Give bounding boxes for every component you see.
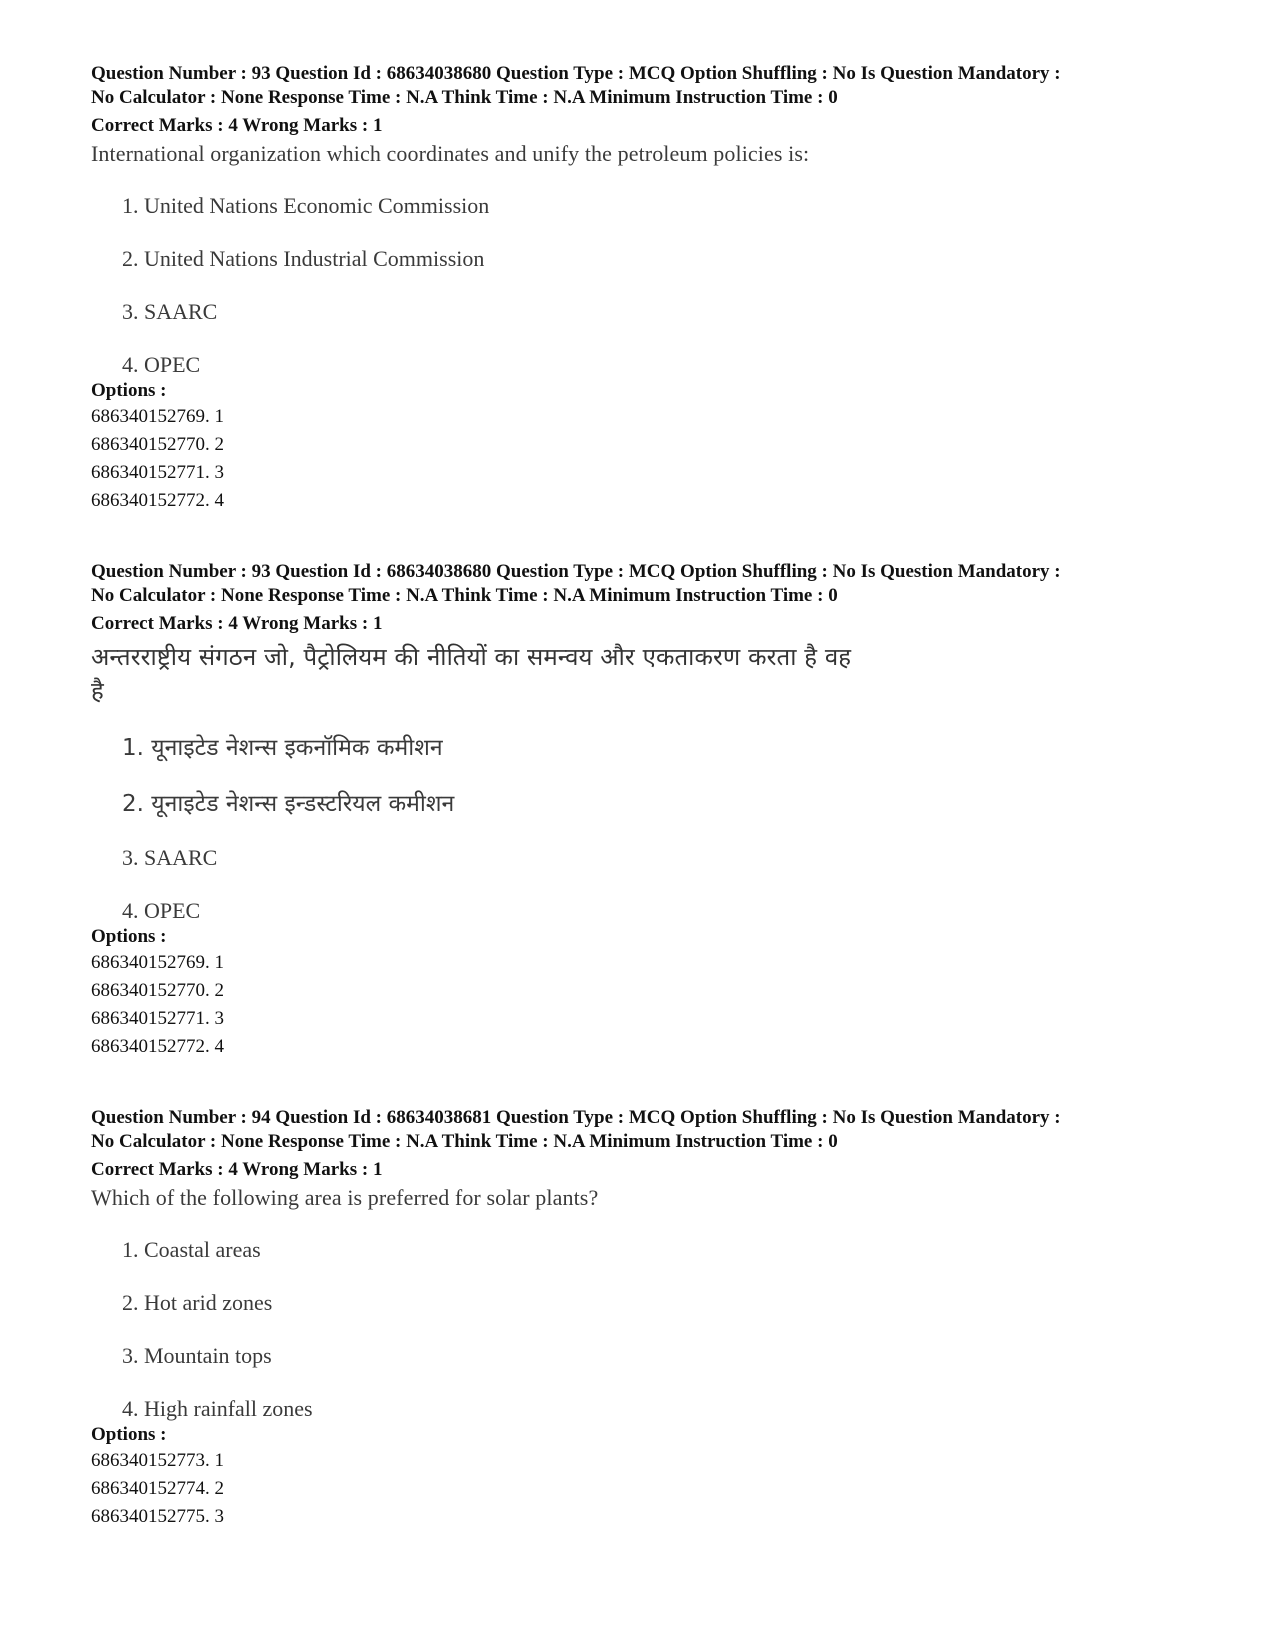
option-id-row: 686340152769. 1 [91, 952, 224, 973]
answer-choice: 3. SAARC [122, 299, 218, 324]
option-id-row: 686340152770. 2 [91, 434, 224, 455]
question-marks: Correct Marks : 4 Wrong Marks : 1 [91, 1159, 383, 1180]
answer-choice: 4. High rainfall zones [122, 1396, 313, 1421]
answer-choice: 4. OPEC [122, 898, 201, 923]
question-meta-line-2: No Calculator : None Response Time : N.A Think Time : N.A Minimum Instruction Time : 0 [91, 585, 838, 606]
option-id-row: 686340152770. 2 [91, 980, 224, 1001]
answer-choice: 3. SAARC [122, 845, 218, 870]
question-text: अन्तरराष्ट्रीय संगठन जो, पैट्रोलियम की नीतियों का समन्वय और एकताकरण करता है वह है [91, 643, 852, 705]
answer-choice: 2. United Nations Industrial Commission [122, 246, 485, 271]
answer-choice: 1. United Nations Economic Commission [122, 193, 490, 218]
option-id-row: 686340152772. 4 [91, 1036, 224, 1057]
question-meta-line-2: No Calculator : None Response Time : N.A Think Time : N.A Minimum Instruction Time : 0 [91, 87, 838, 108]
answer-choice: 3. Mountain tops [122, 1343, 272, 1368]
answer-choice: 2. Hot arid zones [122, 1290, 273, 1315]
question-meta-line-1: Question Number : 94 Question Id : 68634038681 Question Type : MCQ Option Shuffling : No Is Question Mandatory : [91, 1107, 1061, 1128]
question-meta-line-2: No Calculator : None Response Time : N.A Think Time : N.A Minimum Instruction Time : 0 [91, 1131, 838, 1152]
answer-choices [91, 732, 1241, 925]
option-id-row: 686340152769. 1 [91, 406, 224, 427]
option-id-row: 686340152771. 3 [91, 462, 224, 483]
option-id-row: 686340152774. 2 [91, 1478, 224, 1499]
question-block-94-english [91, 1106, 1241, 1531]
question-block-93-hindi [91, 560, 1241, 1061]
answer-choices [91, 1236, 1241, 1423]
answer-choice: 2. यूनाइटेड नेशन्स इन्डस्टरियल कमीशन [122, 791, 455, 817]
question-text: Which of the following area is preferred for solar plants? [91, 1185, 599, 1210]
option-id-row: 686340152771. 3 [91, 1008, 224, 1029]
block-spacer [91, 515, 1241, 560]
answer-choice: 1. Coastal areas [122, 1237, 261, 1262]
document-page [91, 62, 1241, 1531]
answer-choices [91, 192, 1241, 379]
option-id-row: 686340152775. 3 [91, 1506, 224, 1527]
options-label: Options : [91, 926, 167, 947]
block-spacer [91, 1061, 1241, 1106]
options-label: Options : [91, 1424, 167, 1445]
question-marks: Correct Marks : 4 Wrong Marks : 1 [91, 613, 383, 634]
answer-choice: 4. OPEC [122, 352, 201, 377]
question-block-93-english [91, 62, 1241, 515]
option-id-row: 686340152772. 4 [91, 490, 224, 511]
answer-choice: 1. यूनाइटेड नेशन्स इकनॉमिक कमीशन [122, 735, 443, 761]
question-meta-line-1: Question Number : 93 Question Id : 68634038680 Question Type : MCQ Option Shuffling : No Is Question Mandatory : [91, 63, 1061, 84]
options-label: Options : [91, 380, 167, 401]
question-text: International organization which coordinates and unify the petroleum policies is: [91, 141, 810, 166]
question-meta-line-1: Question Number : 93 Question Id : 68634038680 Question Type : MCQ Option Shuffling : No Is Question Mandatory : [91, 561, 1061, 582]
option-id-row: 686340152773. 1 [91, 1450, 224, 1471]
question-marks: Correct Marks : 4 Wrong Marks : 1 [91, 115, 383, 136]
